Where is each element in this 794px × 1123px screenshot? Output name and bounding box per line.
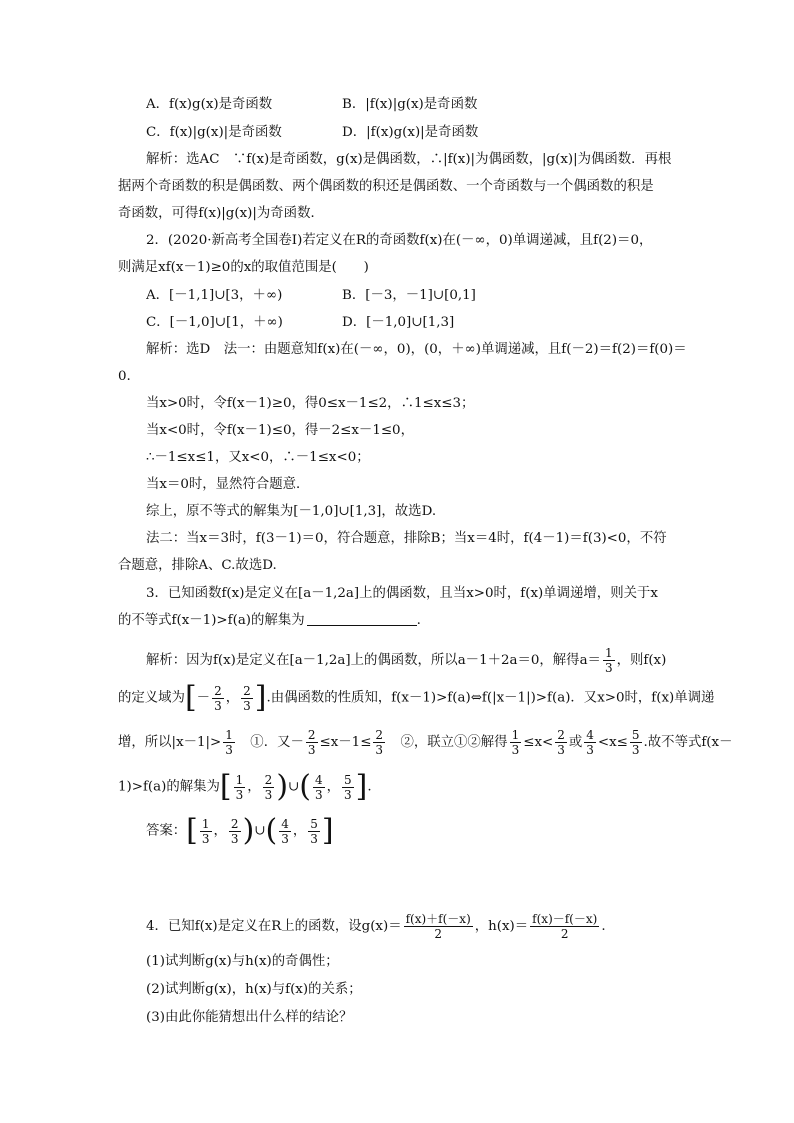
- right-bracket: ]: [254, 680, 267, 715]
- q3-sol3-text-g: <x≤: [597, 735, 628, 750]
- denominator: 3: [243, 698, 251, 713]
- denominator: 2: [560, 927, 569, 941]
- fraction-two-thirds: [229, 817, 241, 846]
- period: .: [601, 919, 606, 934]
- q2-solution-line3: 当x>0时，令f(x－1)≥0，得0≤x－1≤2，∴1≤x≤3；: [146, 396, 475, 411]
- period: .: [367, 779, 372, 795]
- numerator: 2: [243, 683, 251, 698]
- q2-solution-line7: 综上，原不等式的解集为[－1,0]∪[1,3]，故选D.: [146, 504, 437, 519]
- comma: ，: [247, 779, 261, 795]
- comma: ，: [292, 823, 307, 839]
- numerator: 5: [344, 772, 352, 787]
- denominator: 3: [375, 743, 384, 757]
- denominator: 3: [314, 787, 323, 802]
- fraction-one-third: [234, 773, 246, 802]
- comma: ，: [213, 823, 227, 839]
- q2-option-c: C．[－1,0]∪[1，＋∞): [146, 315, 283, 330]
- numerator: 1: [604, 646, 613, 660]
- numerator: 2: [375, 728, 384, 742]
- fraction-one-third: [223, 728, 235, 757]
- q3-stem-line1: 3．已知函数f(x)是定义在[a－1,2a]上的偶函数，且当x>0时，f(x)单调递增，则关于x: [146, 586, 658, 601]
- numerator: 2: [214, 683, 222, 698]
- denominator: 3: [557, 743, 565, 757]
- numerator: 1: [225, 728, 233, 742]
- denominator: 3: [586, 743, 594, 757]
- denominator: 3: [604, 661, 613, 675]
- denominator: 3: [281, 831, 289, 846]
- left-bracket: [: [186, 813, 198, 848]
- q2-solution-line5: ∴－1≤x≤1，又x<0，∴－1≤x<0；: [146, 450, 370, 465]
- numerator: 1: [201, 816, 210, 831]
- fraction-one-third: [200, 817, 212, 846]
- q1-solution-line1: 解析：选AC ∵f(x)是奇函数，g(x)是偶函数，∴|f(x)|为偶函数，|g(x)|为偶函数．再根: [146, 152, 672, 167]
- q3-sol4-text: 1)>f(a)的解集为: [118, 779, 220, 795]
- q3-sol2-text2: .由偶函数的性质知，f(x－1)>f(a)⇔f(|x－1|)>f(a)．又x>0时，f(x)单调递: [266, 690, 715, 706]
- fraction-four-thirds: [584, 728, 596, 757]
- union-sign: ∪: [288, 779, 300, 795]
- denominator: 2: [434, 927, 442, 941]
- fraction-two-thirds: [373, 728, 385, 757]
- fraction-five-thirds: [342, 773, 354, 802]
- comma: ，: [225, 690, 240, 706]
- right-paren: ): [242, 813, 255, 848]
- numerator: 4: [281, 816, 289, 831]
- right-paren: ): [276, 769, 289, 804]
- q4-stem-text-a: 4．已知f(x)是定义在R上的函数，设g(x)＝: [146, 919, 402, 934]
- left-paren: (: [265, 813, 278, 848]
- fraction-two-thirds: [263, 773, 275, 802]
- numerator: 1: [511, 728, 520, 742]
- q2-solution-line6: 当x＝0时，显然符合题意．: [146, 477, 310, 492]
- q3-sol3-text-c: ≤x－1≤: [319, 735, 372, 750]
- answer-label: 答案：: [146, 823, 187, 839]
- numerator: f(x)＋f(－x): [405, 912, 471, 926]
- fraction-five-thirds: [308, 817, 320, 846]
- q4-part3: (3)由此你能猜想出什么样的结论？: [146, 1010, 353, 1025]
- left-bracket: [: [219, 769, 232, 804]
- q2-solution-line4: 当x<0时，令f(x－1)≤0，得－2≤x－1≤0，: [146, 423, 414, 438]
- q3-sol3-text-d: ②，联立①②解得: [387, 735, 508, 750]
- fraction-five-thirds: [630, 728, 642, 757]
- q2-options-row2: [146, 314, 712, 332]
- q3-sol3-text-e: ≤x<: [523, 735, 554, 750]
- denominator: 3: [264, 787, 273, 802]
- q4-stem-text-b: ，h(x)＝: [474, 919, 529, 934]
- q3-stem-text: 的不等式f(x－1)>f(a)的解集为: [118, 613, 305, 628]
- numerator: 1: [235, 772, 244, 787]
- denominator: 3: [214, 698, 222, 713]
- fraction-four-thirds: [279, 817, 291, 846]
- minus-sign: －: [196, 690, 211, 706]
- union-sign: ∪: [254, 823, 266, 839]
- q1-option-c: C．f(x)|g(x)|是奇函数: [146, 125, 282, 140]
- left-paren: (: [299, 769, 311, 804]
- q3-sol1-text2: ，则f(x): [616, 653, 667, 668]
- numerator: 2: [307, 728, 316, 742]
- numerator: 2: [230, 816, 239, 831]
- q3-answer-line: [146, 813, 686, 848]
- q3-stem-end: .: [416, 613, 421, 628]
- q2-option-b: B．[－3，－1]∪[0,1]: [342, 288, 476, 303]
- q3-solution-line1: [146, 646, 686, 675]
- q2-option-a: A．[－1,1]∪[3，＋∞): [146, 288, 283, 303]
- q2-solution-line2: 0.: [118, 369, 131, 384]
- q4-part1: (1)试判断g(x)与h(x)的奇偶性；: [146, 954, 339, 969]
- q3-sol2-text: 的定义域为: [118, 690, 185, 706]
- fraction-two-thirds: [212, 684, 224, 713]
- denominator: 3: [235, 787, 244, 802]
- q3-sol3-text-b: ①．又－: [236, 735, 304, 750]
- fraction-two-thirds: [555, 728, 567, 757]
- fraction-h-definition: [530, 912, 599, 941]
- q3-answer-blank: [307, 612, 417, 626]
- q3-sol3-text-f: 或: [568, 735, 583, 750]
- q1-solution-line2: 据两个奇函数的积是偶函数、两个偶函数的积还是偶函数、一个奇函数与一个偶函数的积是: [118, 179, 654, 194]
- q2-solution-line1: 解析：选D 法一：由题意知f(x)在(－∞，0)，(0，＋∞)单调递减，且f(－2)＝f(2)＝f(0)＝: [146, 342, 687, 357]
- q3-solution-line4: [118, 769, 658, 804]
- q2-options-row1: [146, 287, 712, 305]
- q1-option-b: B．|f(x)|g(x)是奇函数: [342, 97, 478, 112]
- fraction-two-thirds: [306, 728, 318, 757]
- denominator: 3: [201, 831, 210, 846]
- q1-option-a: A．f(x)g(x)是奇函数: [146, 97, 273, 112]
- denominator: 3: [344, 787, 352, 802]
- denominator: 3: [225, 743, 233, 757]
- denominator: 3: [310, 831, 318, 846]
- denominator: 3: [511, 743, 520, 757]
- left-bracket: [: [184, 680, 197, 715]
- right-bracket: ]: [321, 813, 334, 848]
- q4-stem-line1: [146, 912, 686, 941]
- q3-sol3-text-a: 增，所以|x－1|>: [118, 735, 222, 750]
- fraction-two-thirds: [241, 684, 253, 713]
- q3-sol3-text-h: .故不等式f(x－: [643, 735, 733, 750]
- comma: ，: [326, 779, 341, 795]
- numerator: f(x)－f(－x): [532, 912, 598, 926]
- q2-option-d: D．[－1,0]∪[1,3]: [342, 315, 455, 330]
- denominator: 3: [230, 831, 239, 846]
- fraction-one-third: [510, 728, 522, 757]
- fraction-one-third: [603, 646, 615, 675]
- q3-solution-line3: [118, 728, 733, 757]
- q1-solution-line3: 奇函数，可得f(x)|g(x)|为奇函数．: [118, 206, 324, 221]
- q3-solution-line2: [118, 680, 715, 715]
- q3-stem-line2: [118, 612, 684, 630]
- numerator: 4: [586, 728, 594, 742]
- q2-solution-line8: 法二：当x＝3时，f(3－1)＝0，符合题意，排除B；当x＝4时，f(4－1)＝f(3)<0，不符: [146, 531, 667, 546]
- q1-option-d: D．|f(x)g(x)|是奇函数: [342, 125, 479, 140]
- fraction-four-thirds: [313, 773, 325, 802]
- q3-sol1-text: 解析：因为f(x)是定义在[a－1,2a]上的偶函数，所以a－1＋2a＝0，解得a＝: [146, 653, 601, 668]
- denominator: 3: [307, 743, 316, 757]
- numerator: 5: [631, 728, 640, 742]
- q2-stem-line1: 2．(2020·新高考全国卷Ⅰ)若定义在R的奇函数f(x)在(－∞，0)单调递减，且f(2)＝0，: [146, 233, 653, 248]
- fraction-g-definition: [404, 912, 473, 941]
- numerator: 2: [557, 728, 565, 742]
- q2-solution-line9: 合题意，排除A、C.故选D.: [118, 558, 277, 573]
- numerator: 2: [264, 772, 273, 787]
- q1-options-row1: [146, 96, 712, 114]
- q1-options-row2: [146, 124, 712, 142]
- numerator: 5: [310, 816, 318, 831]
- right-bracket: ]: [355, 769, 368, 804]
- q4-part2: (2)试判断g(x)，h(x)与f(x)的关系；: [146, 982, 362, 997]
- q2-stem-line2: 则满足xf(x－1)≥0的x的取值范围是( ): [118, 260, 369, 275]
- denominator: 3: [631, 743, 640, 757]
- numerator: 4: [314, 772, 323, 787]
